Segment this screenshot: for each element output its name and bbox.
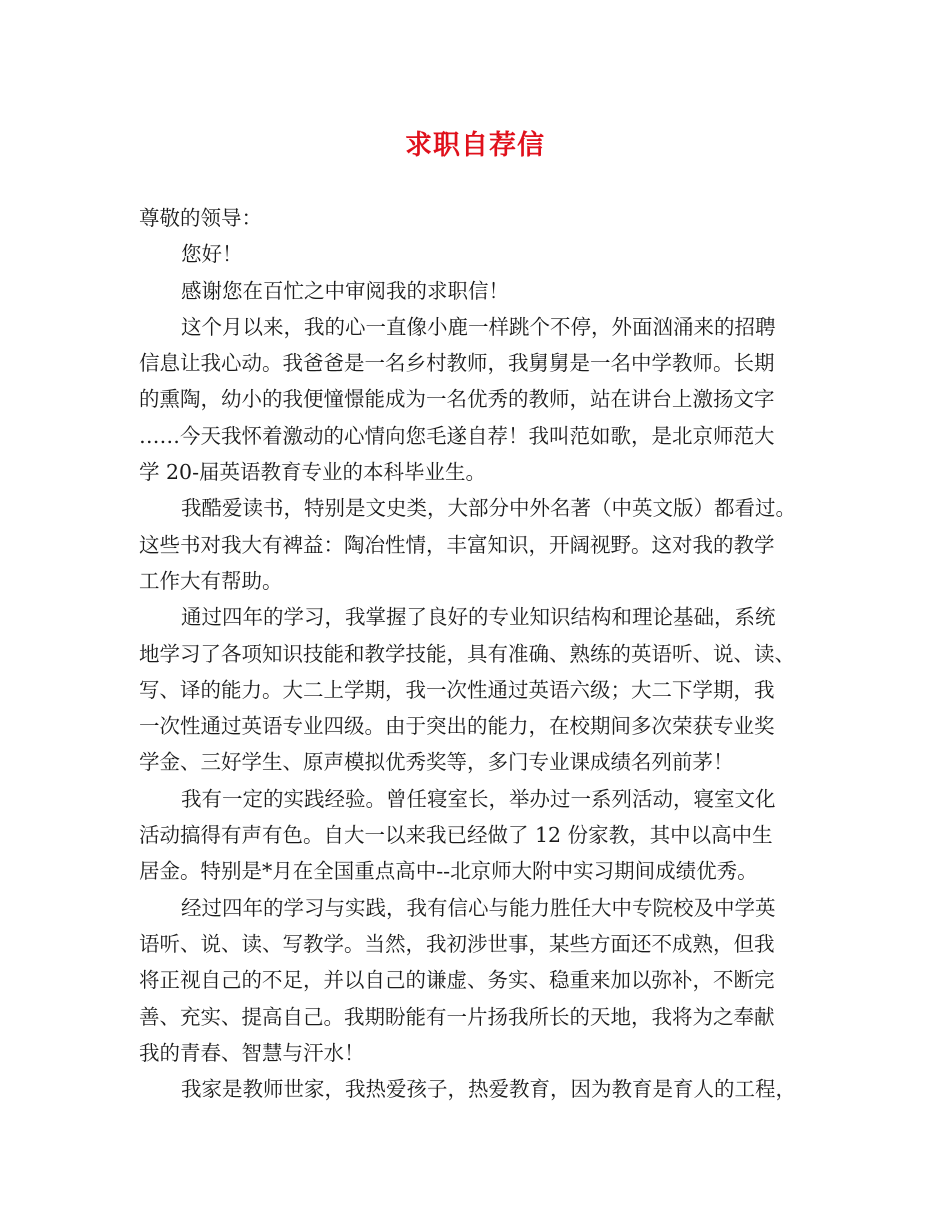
text-line: 我家是教师世家，我热爱孩子，热爱教育，因为教育是育人的工程，: [181, 1077, 796, 1102]
text-line: 的熏陶，幼小的我便憧憬能成为一名优秀的教师，站在讲台上激扬文字: [139, 387, 775, 412]
text-line: 我的青春、智慧与汗水！: [139, 1040, 365, 1065]
text-line: 学金、三好学生、原声模拟优秀奖等，多门专业课成绩名列前茅！: [139, 750, 734, 775]
text-line: 写、译的能力。大二上学期，我一次性通过英语六级；大二下学期，我: [139, 677, 775, 702]
text-line: 学 20-届英语教育专业的本科毕业生。: [139, 460, 487, 485]
text-line: 信息让我心动。我爸爸是一名乡村教师，我舅舅是一名中学教师。长期: [139, 351, 775, 376]
text-line: 居金。特别是*月在全国重点高中--北京师大附中实习期间成绩优秀。: [139, 859, 758, 884]
text-line: 经过四年的学习与实践，我有信心与能力胜任大中专院校及中学英: [181, 895, 776, 920]
text-line: 通过四年的学习，我掌握了良好的专业知识结构和理论基础，系统: [181, 605, 776, 630]
text-line: 将正视自己的不足，并以自己的谦虚、务实、稳重来加以弥补，不断完: [139, 968, 775, 993]
text-line: 活动搞得有声有色。自大一以来我已经做了 12 份家教，其中以高中生: [139, 823, 773, 848]
text-line: 我酷爱读书，特别是文史类，大部分中外名著（中英文版）都看过。: [181, 496, 796, 521]
text-line: 工作大有帮助。: [139, 568, 283, 593]
text-line: 一次性通过英语专业四级。由于突出的能力，在校期间多次荣获专业奖: [139, 714, 775, 739]
document-title: 求职自荐信: [405, 130, 545, 161]
text-line: 善、充实、提高自己。我期盼能有一片扬我所长的天地，我将为之奉献: [139, 1004, 775, 1029]
text-line: 我有一定的实践经验。曾任寝室长，举办过一系列活动，寝室文化: [181, 786, 776, 811]
text-line: 尊敬的领导：: [139, 206, 262, 230]
text-line: 这个月以来，我的心一直像小鹿一样跳个不停，外面汹涌来的招聘: [181, 314, 776, 339]
text-line: ……今天我怀着激动的心情向您毛遂自荐！我叫范如歌，是北京师范大: [139, 423, 775, 448]
text-line: 语听、说、读、写教学。当然，我初涉世事，某些方面还不成熟，但我: [139, 931, 775, 956]
text-line: 感谢您在百忙之中审阅我的求职信！: [181, 278, 509, 303]
document-body: [139, 200, 839, 1107]
text-line: 您好！: [181, 242, 243, 267]
text-line: 地学习了各项知识技能和教学技能，具有准确、熟练的英语听、说、读、: [139, 641, 795, 666]
text-line: 这些书对我大有裨益：陶冶性情，丰富知识，开阔视野。这对我的教学: [139, 532, 775, 557]
